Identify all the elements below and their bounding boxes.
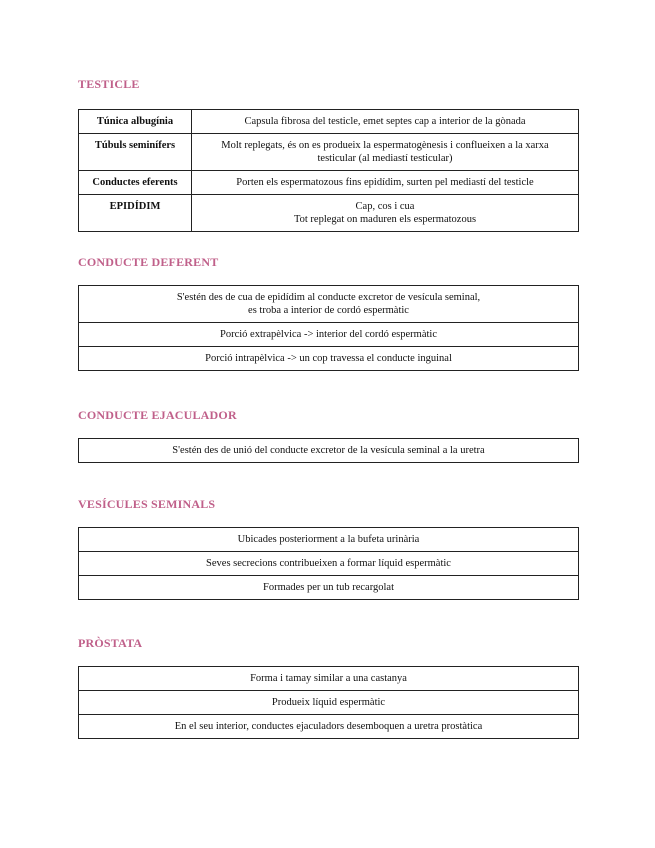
row-value-line: Cap, cos i cua [355,201,415,212]
row-value [79,528,579,552]
testicle-table [78,109,579,232]
section-heading-prostata: PRÒSTATA [78,636,143,650]
row-value-line: testicular (al mediastí testicular) [317,153,453,164]
table-row [79,667,579,691]
table-row [79,528,579,552]
section-heading-testicle: TESTICLE [78,77,140,91]
table-row [79,576,579,600]
row-value [79,552,579,576]
row-value-line: Porció extrapèlvica -> interior del cordó espermàtic [220,329,437,340]
row-value [79,323,579,347]
row-value-line: Produeix líquid espermàtic [271,697,386,708]
section-heading-conducte-deferent: CONDUCTE DEFERENT [78,255,219,269]
row-value-line: Molt replegats, és on es produeix la espermatogènesis i conflueixen a la xarxa [221,140,549,151]
prostata-table [78,666,579,739]
row-value [79,347,579,371]
conducte-ejaculador-table [78,438,579,463]
row-value [79,715,579,739]
table-row [79,552,579,576]
table-row [79,110,579,134]
row-value [79,576,579,600]
row-value-line: Formades per un tub recargolat [262,582,394,593]
row-key: Túnica albugínia [79,110,192,134]
table-row [79,323,579,347]
row-value-line: Porten els espermatozous fins epidídim, surten pel mediastí del testicle [236,177,534,188]
table-row [79,195,579,232]
row-key: Túbuls seminífers [79,134,192,171]
section-heading-conducte-ejaculador: CONDUCTE EJACULADOR [78,408,237,422]
row-value [192,110,579,134]
section-heading-vesicules-seminals: VESÍCULES SEMINALS [78,497,216,511]
table-row [79,134,579,171]
row-value-line: Forma i tamay similar a una castanya [250,673,407,684]
row-value [79,439,579,463]
conducte-deferent-table [78,285,579,371]
table-row [79,439,579,463]
row-value-line: Seves secrecions contribueixen a formar líquid espermàtic [206,558,451,569]
row-value-line: Ubicades posteriorment a la bufeta urinària [237,534,420,545]
row-value-line: En el seu interior, conductes ejaculadors desemboquen a uretra prostàtica [174,721,483,732]
row-value-line: S'estén des de cua de epidídim al conducte excretor de vesícula seminal, [176,292,481,303]
row-key: Conductes eferents [79,171,192,195]
row-value-line: S'estén des de unió del conducte excretor de la vesícula seminal a la uretra [172,445,485,456]
row-value [192,134,579,171]
table-row [79,691,579,715]
row-value-line: Capsula fibrosa del testicle, emet septes cap a interior de la gònada [244,116,526,127]
row-value [192,195,579,232]
row-value [79,691,579,715]
table-row [79,171,579,195]
table-row [79,286,579,323]
row-value-line: es troba a interior de cordó espermàtic [248,305,409,316]
table-row [79,715,579,739]
row-value [79,286,579,323]
table-row [79,347,579,371]
row-value-line: Tot replegat on maduren els espermatozous [293,214,477,225]
vesicules-seminals-table [78,527,579,600]
row-value [192,171,579,195]
row-value-line: Porció intrapèlvica -> un cop travessa el conducte inguinal [205,353,452,364]
row-value [79,667,579,691]
row-key: EPIDÍDIM [79,195,192,232]
